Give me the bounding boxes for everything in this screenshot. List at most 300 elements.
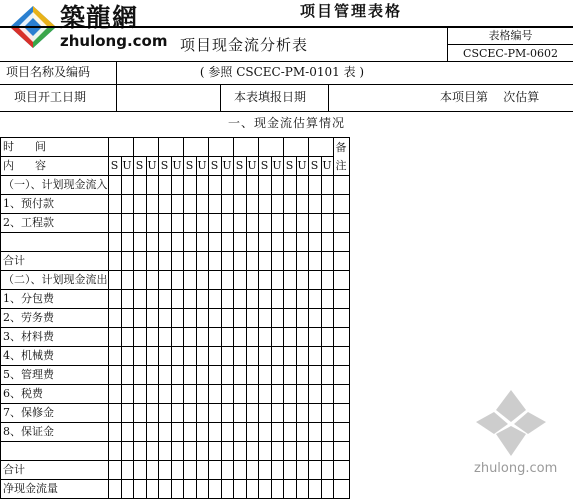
value-cell[interactable] xyxy=(246,480,258,499)
value-cell[interactable] xyxy=(258,309,271,328)
value-cell[interactable] xyxy=(133,480,146,499)
value-cell[interactable] xyxy=(158,385,171,404)
value-cell[interactable] xyxy=(208,233,221,252)
value-cell[interactable] xyxy=(171,328,183,347)
value-cell[interactable] xyxy=(171,233,183,252)
value-cell[interactable] xyxy=(296,461,308,480)
value-cell[interactable] xyxy=(183,214,196,233)
value-cell[interactable] xyxy=(146,442,158,461)
value-cell[interactable] xyxy=(171,442,183,461)
value-cell[interactable] xyxy=(146,366,158,385)
value-cell[interactable] xyxy=(208,309,221,328)
value-cell[interactable] xyxy=(183,404,196,423)
value-cell[interactable] xyxy=(221,461,233,480)
value-cell[interactable] xyxy=(133,309,146,328)
value-cell[interactable] xyxy=(321,195,333,214)
value-cell[interactable] xyxy=(296,233,308,252)
value-cell[interactable] xyxy=(296,176,308,195)
value-cell[interactable] xyxy=(233,290,246,309)
value-cell[interactable] xyxy=(321,328,333,347)
value-cell[interactable] xyxy=(258,366,271,385)
value-cell[interactable] xyxy=(208,176,221,195)
value-cell[interactable] xyxy=(221,347,233,366)
value-cell[interactable] xyxy=(208,328,221,347)
value-cell[interactable] xyxy=(271,233,283,252)
value-cell[interactable] xyxy=(246,328,258,347)
value-cell[interactable] xyxy=(271,442,283,461)
value-cell[interactable] xyxy=(196,214,208,233)
value-cell[interactable] xyxy=(208,366,221,385)
remark-cell[interactable] xyxy=(333,290,349,309)
value-cell[interactable] xyxy=(196,385,208,404)
value-cell[interactable] xyxy=(133,328,146,347)
value-cell[interactable] xyxy=(196,461,208,480)
value-cell[interactable] xyxy=(108,328,121,347)
value-cell[interactable] xyxy=(258,347,271,366)
value-cell[interactable] xyxy=(158,404,171,423)
value-cell[interactable] xyxy=(171,271,183,290)
value-cell[interactable] xyxy=(108,290,121,309)
value-cell[interactable] xyxy=(221,423,233,442)
value-cell[interactable] xyxy=(283,423,296,442)
value-cell[interactable] xyxy=(196,423,208,442)
value-cell[interactable] xyxy=(108,347,121,366)
value-cell[interactable] xyxy=(196,328,208,347)
value-cell[interactable] xyxy=(283,328,296,347)
value-cell[interactable] xyxy=(308,271,321,290)
value-cell[interactable] xyxy=(183,328,196,347)
value-cell[interactable] xyxy=(246,233,258,252)
value-cell[interactable] xyxy=(296,290,308,309)
remark-cell[interactable] xyxy=(333,404,349,423)
value-cell[interactable] xyxy=(246,404,258,423)
value-cell[interactable] xyxy=(171,385,183,404)
value-cell[interactable] xyxy=(208,252,221,271)
value-cell[interactable] xyxy=(308,252,321,271)
value-cell[interactable] xyxy=(196,290,208,309)
period-cell[interactable] xyxy=(208,138,233,157)
value-cell[interactable] xyxy=(133,271,146,290)
value-cell[interactable] xyxy=(196,480,208,499)
value-cell[interactable] xyxy=(183,347,196,366)
value-cell[interactable] xyxy=(296,347,308,366)
value-cell[interactable] xyxy=(171,214,183,233)
value-cell[interactable] xyxy=(146,309,158,328)
value-cell[interactable] xyxy=(308,347,321,366)
value-cell[interactable] xyxy=(208,385,221,404)
value-cell[interactable] xyxy=(146,233,158,252)
value-cell[interactable] xyxy=(208,290,221,309)
value-cell[interactable] xyxy=(108,214,121,233)
value-cell[interactable] xyxy=(321,290,333,309)
value-cell[interactable] xyxy=(321,404,333,423)
value-cell[interactable] xyxy=(146,271,158,290)
value-cell[interactable] xyxy=(321,233,333,252)
value-cell[interactable] xyxy=(321,252,333,271)
value-cell[interactable] xyxy=(221,480,233,499)
value-cell[interactable] xyxy=(271,252,283,271)
value-cell[interactable] xyxy=(121,366,133,385)
value-cell[interactable] xyxy=(183,290,196,309)
value-cell[interactable] xyxy=(121,442,133,461)
value-cell[interactable] xyxy=(196,442,208,461)
value-cell[interactable] xyxy=(233,347,246,366)
value-cell[interactable] xyxy=(271,271,283,290)
value-cell[interactable] xyxy=(308,366,321,385)
value-cell[interactable] xyxy=(171,176,183,195)
value-cell[interactable] xyxy=(221,252,233,271)
value-cell[interactable] xyxy=(221,385,233,404)
period-cell[interactable] xyxy=(308,138,333,157)
value-cell[interactable] xyxy=(271,347,283,366)
value-cell[interactable] xyxy=(283,195,296,214)
remark-cell[interactable] xyxy=(333,195,349,214)
value-cell[interactable] xyxy=(258,290,271,309)
value-cell[interactable] xyxy=(246,366,258,385)
value-cell[interactable] xyxy=(158,442,171,461)
value-cell[interactable] xyxy=(321,442,333,461)
value-cell[interactable] xyxy=(246,423,258,442)
value-cell[interactable] xyxy=(246,176,258,195)
value-cell[interactable] xyxy=(271,461,283,480)
value-cell[interactable] xyxy=(296,214,308,233)
value-cell[interactable] xyxy=(308,480,321,499)
value-cell[interactable] xyxy=(133,176,146,195)
value-cell[interactable] xyxy=(158,366,171,385)
value-cell[interactable] xyxy=(146,176,158,195)
value-cell[interactable] xyxy=(246,442,258,461)
remark-cell[interactable] xyxy=(333,385,349,404)
remark-cell[interactable] xyxy=(333,214,349,233)
value-cell[interactable] xyxy=(283,271,296,290)
value-cell[interactable] xyxy=(321,385,333,404)
value-cell[interactable] xyxy=(133,195,146,214)
value-cell[interactable] xyxy=(158,347,171,366)
value-cell[interactable] xyxy=(171,404,183,423)
remark-cell[interactable] xyxy=(333,347,349,366)
value-cell[interactable] xyxy=(196,176,208,195)
value-cell[interactable] xyxy=(133,252,146,271)
value-cell[interactable] xyxy=(171,309,183,328)
value-cell[interactable] xyxy=(221,366,233,385)
value-cell[interactable] xyxy=(283,347,296,366)
value-cell[interactable] xyxy=(183,385,196,404)
value-cell[interactable] xyxy=(196,366,208,385)
value-cell[interactable] xyxy=(221,328,233,347)
value-cell[interactable] xyxy=(271,423,283,442)
value-cell[interactable] xyxy=(171,423,183,442)
value-cell[interactable] xyxy=(283,309,296,328)
value-cell[interactable] xyxy=(321,480,333,499)
value-cell[interactable] xyxy=(121,271,133,290)
value-cell[interactable] xyxy=(258,404,271,423)
value-cell[interactable] xyxy=(271,480,283,499)
value-cell[interactable] xyxy=(221,271,233,290)
remark-cell[interactable] xyxy=(333,252,349,271)
value-cell[interactable] xyxy=(146,347,158,366)
value-cell[interactable] xyxy=(171,366,183,385)
value-cell[interactable] xyxy=(146,290,158,309)
value-cell[interactable] xyxy=(171,480,183,499)
value-cell[interactable] xyxy=(308,195,321,214)
value-cell[interactable] xyxy=(246,385,258,404)
value-cell[interactable] xyxy=(121,252,133,271)
value-cell[interactable] xyxy=(196,309,208,328)
remark-cell[interactable] xyxy=(333,461,349,480)
value-cell[interactable] xyxy=(146,328,158,347)
value-cell[interactable] xyxy=(246,252,258,271)
value-cell[interactable] xyxy=(183,461,196,480)
value-cell[interactable] xyxy=(321,271,333,290)
value-cell[interactable] xyxy=(133,347,146,366)
value-cell[interactable] xyxy=(308,176,321,195)
value-cell[interactable] xyxy=(221,404,233,423)
value-cell[interactable] xyxy=(183,366,196,385)
remark-cell[interactable] xyxy=(333,423,349,442)
value-cell[interactable] xyxy=(283,366,296,385)
value-cell[interactable] xyxy=(308,290,321,309)
value-cell[interactable] xyxy=(308,385,321,404)
value-cell[interactable] xyxy=(158,290,171,309)
value-cell[interactable] xyxy=(233,480,246,499)
value-cell[interactable] xyxy=(283,233,296,252)
value-cell[interactable] xyxy=(183,271,196,290)
value-cell[interactable] xyxy=(221,214,233,233)
value-cell[interactable] xyxy=(271,385,283,404)
value-cell[interactable] xyxy=(233,271,246,290)
value-cell[interactable] xyxy=(121,423,133,442)
value-cell[interactable] xyxy=(283,442,296,461)
value-cell[interactable] xyxy=(208,214,221,233)
value-cell[interactable] xyxy=(258,271,271,290)
value-cell[interactable] xyxy=(283,461,296,480)
period-cell[interactable] xyxy=(258,138,283,157)
value-cell[interactable] xyxy=(146,214,158,233)
value-cell[interactable] xyxy=(158,233,171,252)
value-cell[interactable] xyxy=(133,404,146,423)
value-cell[interactable] xyxy=(183,233,196,252)
value-cell[interactable] xyxy=(271,290,283,309)
value-cell[interactable] xyxy=(233,195,246,214)
value-cell[interactable] xyxy=(208,461,221,480)
value-cell[interactable] xyxy=(283,385,296,404)
value-cell[interactable] xyxy=(208,195,221,214)
remark-cell[interactable] xyxy=(333,271,349,290)
value-cell[interactable] xyxy=(271,309,283,328)
value-cell[interactable] xyxy=(121,404,133,423)
value-cell[interactable] xyxy=(208,480,221,499)
value-cell[interactable] xyxy=(233,214,246,233)
value-cell[interactable] xyxy=(133,233,146,252)
value-cell[interactable] xyxy=(246,347,258,366)
value-cell[interactable] xyxy=(171,290,183,309)
value-cell[interactable] xyxy=(271,214,283,233)
value-cell[interactable] xyxy=(196,271,208,290)
value-cell[interactable] xyxy=(308,309,321,328)
value-cell[interactable] xyxy=(146,195,158,214)
value-cell[interactable] xyxy=(121,328,133,347)
value-cell[interactable] xyxy=(258,442,271,461)
value-cell[interactable] xyxy=(233,252,246,271)
value-cell[interactable] xyxy=(183,252,196,271)
value-cell[interactable] xyxy=(258,461,271,480)
value-cell[interactable] xyxy=(171,195,183,214)
value-cell[interactable] xyxy=(233,309,246,328)
value-cell[interactable] xyxy=(196,347,208,366)
value-cell[interactable] xyxy=(133,423,146,442)
value-cell[interactable] xyxy=(283,176,296,195)
value-cell[interactable] xyxy=(246,214,258,233)
value-cell[interactable] xyxy=(283,404,296,423)
value-cell[interactable] xyxy=(133,442,146,461)
value-cell[interactable] xyxy=(258,423,271,442)
value-cell[interactable] xyxy=(146,404,158,423)
value-cell[interactable] xyxy=(258,328,271,347)
remark-cell[interactable] xyxy=(333,366,349,385)
remark-cell[interactable] xyxy=(333,442,349,461)
value-cell[interactable] xyxy=(108,385,121,404)
value-cell[interactable] xyxy=(283,252,296,271)
value-cell[interactable] xyxy=(246,309,258,328)
value-cell[interactable] xyxy=(158,195,171,214)
period-cell[interactable] xyxy=(108,138,133,157)
value-cell[interactable] xyxy=(271,328,283,347)
value-cell[interactable] xyxy=(121,233,133,252)
value-cell[interactable] xyxy=(246,461,258,480)
value-cell[interactable] xyxy=(121,385,133,404)
value-cell[interactable] xyxy=(221,442,233,461)
value-cell[interactable] xyxy=(158,480,171,499)
value-cell[interactable] xyxy=(233,366,246,385)
value-cell[interactable] xyxy=(121,480,133,499)
value-cell[interactable] xyxy=(246,290,258,309)
value-cell[interactable] xyxy=(133,461,146,480)
value-cell[interactable] xyxy=(258,195,271,214)
value-cell[interactable] xyxy=(296,252,308,271)
value-cell[interactable] xyxy=(171,252,183,271)
value-cell[interactable] xyxy=(283,214,296,233)
value-cell[interactable] xyxy=(258,233,271,252)
value-cell[interactable] xyxy=(283,480,296,499)
value-cell[interactable] xyxy=(221,233,233,252)
value-cell[interactable] xyxy=(233,442,246,461)
value-cell[interactable] xyxy=(183,423,196,442)
value-cell[interactable] xyxy=(296,423,308,442)
remark-cell[interactable] xyxy=(333,309,349,328)
period-cell[interactable] xyxy=(183,138,208,157)
value-cell[interactable] xyxy=(121,461,133,480)
value-cell[interactable] xyxy=(158,271,171,290)
value-cell[interactable] xyxy=(321,423,333,442)
value-cell[interactable] xyxy=(321,347,333,366)
value-cell[interactable] xyxy=(233,461,246,480)
value-cell[interactable] xyxy=(296,309,308,328)
value-cell[interactable] xyxy=(133,385,146,404)
value-cell[interactable] xyxy=(121,309,133,328)
value-cell[interactable] xyxy=(271,176,283,195)
value-cell[interactable] xyxy=(146,461,158,480)
value-cell[interactable] xyxy=(233,423,246,442)
value-cell[interactable] xyxy=(221,290,233,309)
value-cell[interactable] xyxy=(296,480,308,499)
value-cell[interactable] xyxy=(146,423,158,442)
value-cell[interactable] xyxy=(208,347,221,366)
remark-cell[interactable] xyxy=(333,480,349,499)
value-cell[interactable] xyxy=(246,195,258,214)
value-cell[interactable] xyxy=(221,309,233,328)
value-cell[interactable] xyxy=(121,290,133,309)
value-cell[interactable] xyxy=(108,309,121,328)
remark-cell[interactable] xyxy=(333,328,349,347)
value-cell[interactable] xyxy=(108,404,121,423)
value-cell[interactable] xyxy=(133,214,146,233)
value-cell[interactable] xyxy=(108,252,121,271)
value-cell[interactable] xyxy=(108,423,121,442)
value-cell[interactable] xyxy=(296,404,308,423)
value-cell[interactable] xyxy=(171,347,183,366)
value-cell[interactable] xyxy=(271,195,283,214)
value-cell[interactable] xyxy=(233,328,246,347)
value-cell[interactable] xyxy=(308,214,321,233)
value-cell[interactable] xyxy=(171,461,183,480)
value-cell[interactable] xyxy=(308,442,321,461)
value-cell[interactable] xyxy=(271,366,283,385)
value-cell[interactable] xyxy=(296,328,308,347)
value-cell[interactable] xyxy=(158,252,171,271)
value-cell[interactable] xyxy=(321,176,333,195)
value-cell[interactable] xyxy=(108,195,121,214)
value-cell[interactable] xyxy=(196,404,208,423)
value-cell[interactable] xyxy=(183,176,196,195)
value-cell[interactable] xyxy=(208,271,221,290)
value-cell[interactable] xyxy=(196,233,208,252)
value-cell[interactable] xyxy=(121,347,133,366)
value-cell[interactable] xyxy=(321,309,333,328)
value-cell[interactable] xyxy=(183,442,196,461)
value-cell[interactable] xyxy=(183,195,196,214)
value-cell[interactable] xyxy=(321,214,333,233)
remark-cell[interactable] xyxy=(333,176,349,195)
value-cell[interactable] xyxy=(183,480,196,499)
period-cell[interactable] xyxy=(283,138,308,157)
value-cell[interactable] xyxy=(296,385,308,404)
value-cell[interactable] xyxy=(296,442,308,461)
value-cell[interactable] xyxy=(283,290,296,309)
value-cell[interactable] xyxy=(258,252,271,271)
value-cell[interactable] xyxy=(208,442,221,461)
value-cell[interactable] xyxy=(296,195,308,214)
period-cell[interactable] xyxy=(233,138,258,157)
value-cell[interactable] xyxy=(121,176,133,195)
value-cell[interactable] xyxy=(308,233,321,252)
value-cell[interactable] xyxy=(208,423,221,442)
value-cell[interactable] xyxy=(296,366,308,385)
value-cell[interactable] xyxy=(108,233,121,252)
value-cell[interactable] xyxy=(108,271,121,290)
value-cell[interactable] xyxy=(321,461,333,480)
value-cell[interactable] xyxy=(246,271,258,290)
value-cell[interactable] xyxy=(158,176,171,195)
value-cell[interactable] xyxy=(158,328,171,347)
value-cell[interactable] xyxy=(158,214,171,233)
value-cell[interactable] xyxy=(158,461,171,480)
value-cell[interactable] xyxy=(133,290,146,309)
value-cell[interactable] xyxy=(258,385,271,404)
value-cell[interactable] xyxy=(258,214,271,233)
value-cell[interactable] xyxy=(196,195,208,214)
value-cell[interactable] xyxy=(308,461,321,480)
value-cell[interactable] xyxy=(233,404,246,423)
